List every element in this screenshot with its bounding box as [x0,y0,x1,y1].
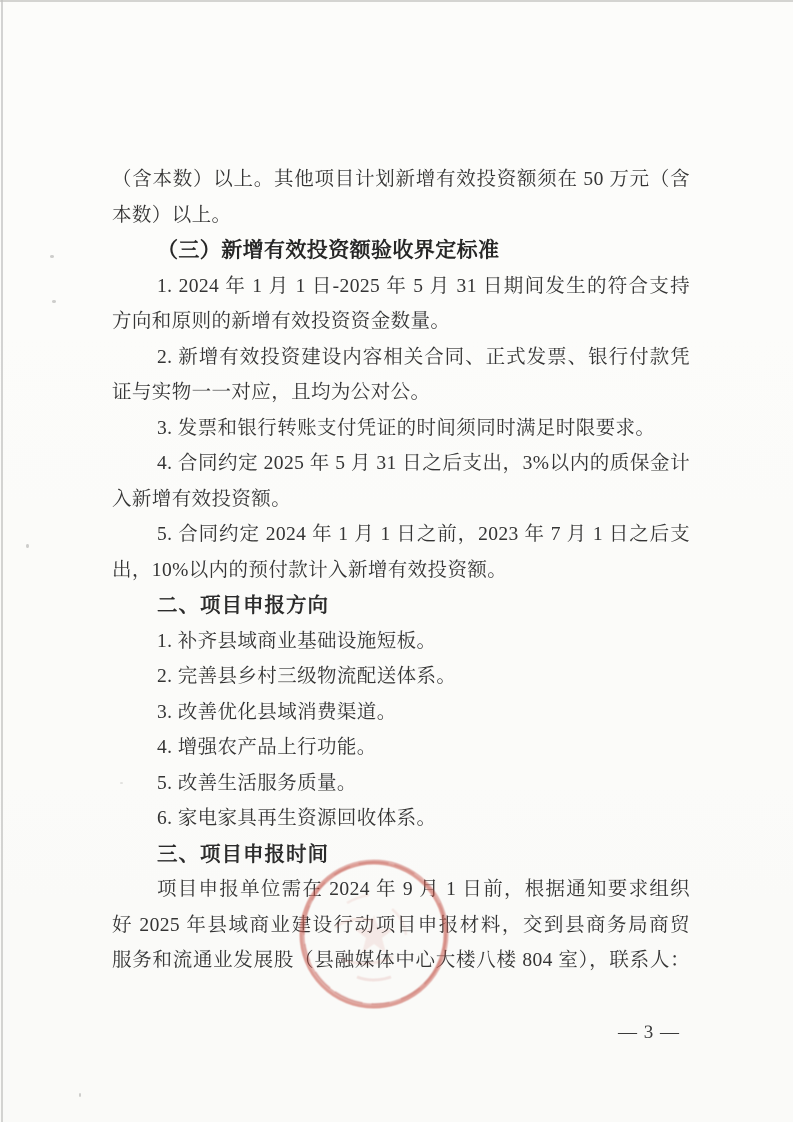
document-body [112,162,690,979]
scan-speck [26,544,29,548]
doc-line list-item: 1. 补齐县域商业基础设施短板。 [157,630,437,652]
doc-line list-item: 3. 改善优化县域消费渠道。 [157,701,397,723]
scan-speck [79,1093,81,1097]
doc-line: 4. 合同约定 2025 年 5 月 31 日之后支出，3%以内的质保金计 [157,453,690,474]
scan-edge-left [1,0,3,1122]
doc-line: 项目申报单位需在 2024 年 9 月 1 日前，根据通知要求组织 [157,879,690,900]
doc-line: 证与实物一一对应，且均为公对公。 [112,382,431,403]
doc-line: 1. 2024 年 1 月 1 日-2025 年 5 月 31 日期间发生的符合支持 [157,275,690,297]
doc-line: 服务和流通业发展股（县融媒体中心大楼八楼 804 室），联系人： [112,950,690,971]
doc-line: 出，10%以内的预付款计入新增有效投资额。 [112,559,508,581]
doc-line list-item: 4. 增强农产品上行功能。 [157,737,377,758]
doc-line: 好 2025 年县域商业建设行动项目申报材料，交到县商务局商贸 [112,914,690,936]
doc-line: 2. 新增有效投资建设内容相关合同、正式发票、银行付款凭 [157,346,690,368]
doc-line: 入新增有效投资额。 [112,488,292,510]
scan-speck [52,300,56,303]
section-heading: 三、项目申报时间 [157,842,329,866]
section-heading: （三）新增有效投资额验收界定标准 [157,238,500,262]
page-number: — 3 — [618,1022,680,1043]
doc-line: 3. 发票和银行转账支付凭证的时间须同时满足时限要求。 [157,417,656,439]
doc-line: 5. 合同约定 2024 年 1 月 1 日之前，2023 年 7 月 1 日之后支 [157,524,690,545]
scan-edge-top [0,0,793,2]
doc-line list-item: 2. 完善县乡村三级物流配送体系。 [157,666,457,687]
scan-speck [120,782,123,784]
doc-line: 本数）以上。 [112,204,232,226]
doc-line: （含本数）以上。其他项目计划新增有效投资额须在 50 万元（含 [112,169,690,190]
doc-line: 方向和原则的新增有效投资资金数量。 [112,311,451,332]
section-heading: 二、项目申报方向 [157,594,329,617]
doc-line list-item: 5. 改善生活服务质量。 [157,772,357,794]
scan-speck [50,255,54,258]
doc-line list-item: 6. 家电家具再生资源回收体系。 [157,808,437,829]
